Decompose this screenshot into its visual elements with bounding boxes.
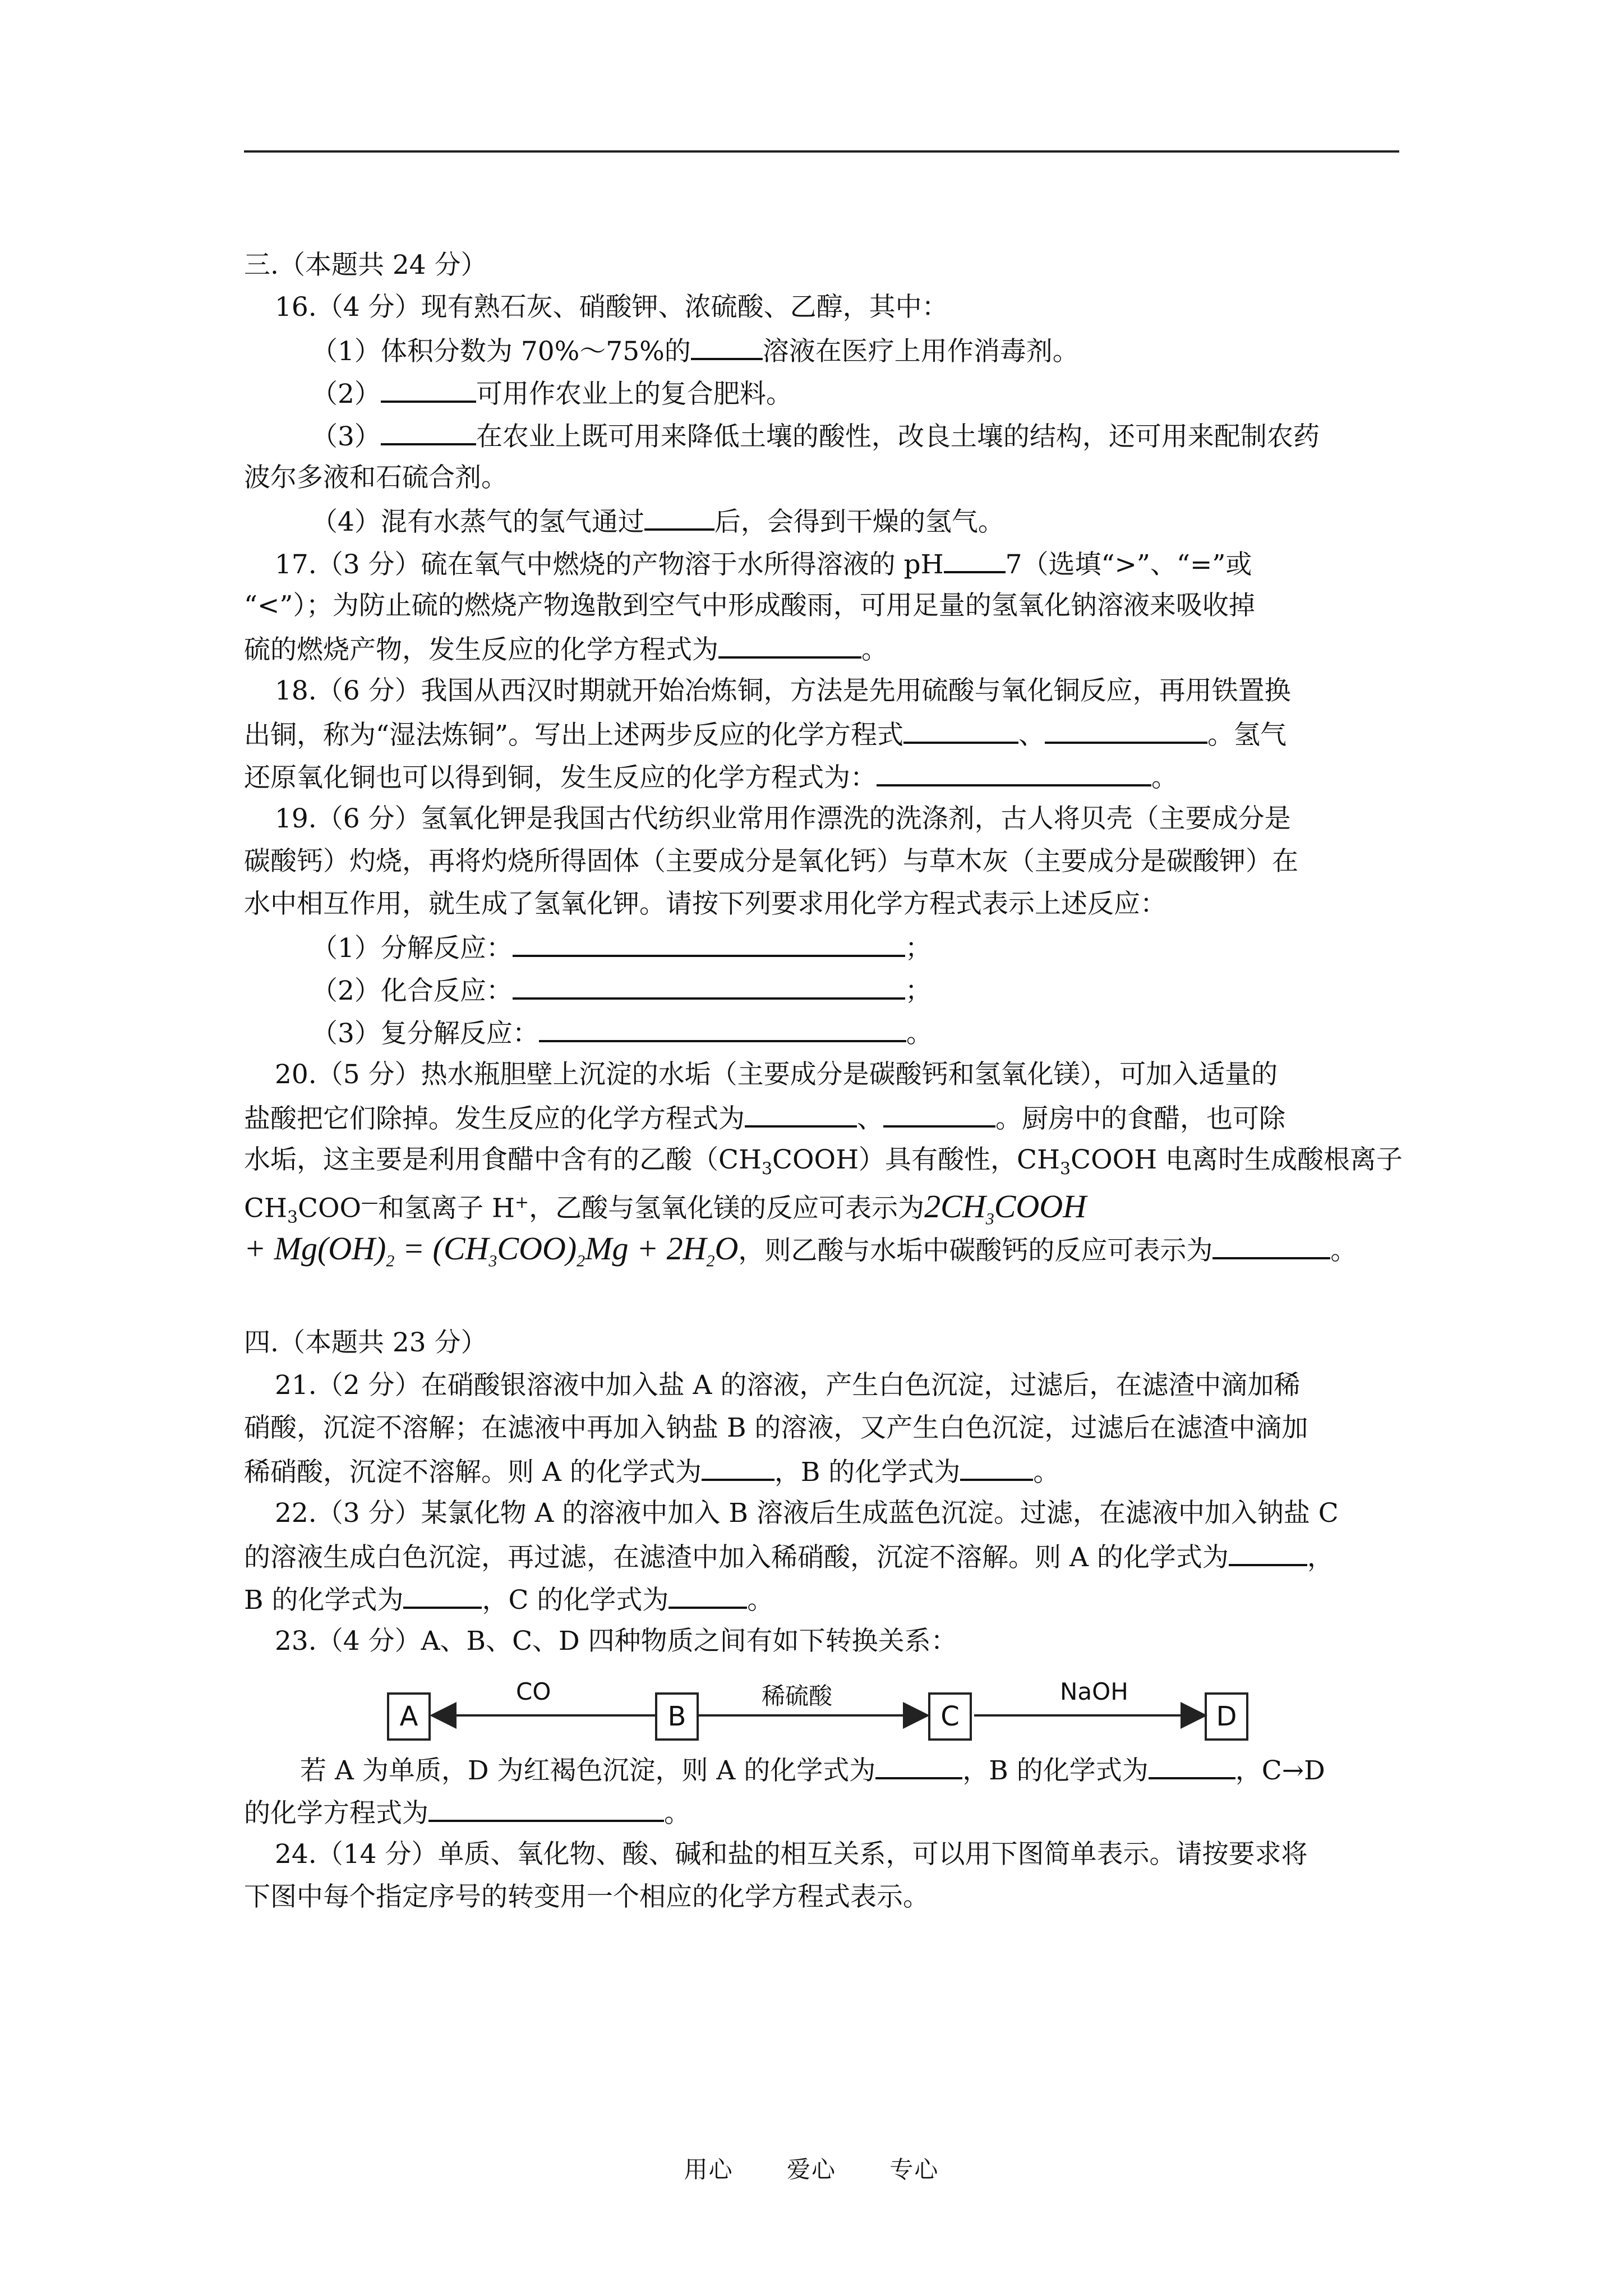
header-rule xyxy=(244,150,1399,153)
answer-blank[interactable] xyxy=(381,376,476,403)
answer-blank[interactable] xyxy=(1149,1752,1235,1779)
q18-line-3: 还原氧化铜也可以得到铜，发生反应的化学方程式为： 。 xyxy=(244,760,1178,795)
q19-line-3: 水中相互作用，就生成了氢氧化钾。请按下列要求用化学方程式表示上述反应： xyxy=(244,889,1166,919)
answer-blank[interactable] xyxy=(903,717,1018,744)
q22-line-1: 22.（3 分）某氯化物 A 的溶液中加入 B 溶液后生成蓝色沉淀。过滤，在滤液中加入钠盐 C xyxy=(275,1498,1339,1529)
q24-line-2: 下图中每个指定序号的转变用一个相应的化学方程式表示。 xyxy=(244,1881,929,1912)
q19-req-3: （3）复分解反应： 。 xyxy=(311,1015,933,1051)
q16-item-3-cont: 波尔多液和石硫合剂。 xyxy=(244,462,508,493)
answer-blank[interactable] xyxy=(702,1454,774,1481)
q23-line-3: 的化学方程式为 。 xyxy=(244,1795,690,1830)
q19-req-1: （1）分解反应： ； xyxy=(311,930,932,965)
footer-word: 专心 xyxy=(889,2156,939,2183)
box-a: A xyxy=(387,1692,431,1741)
arrow-label-acid: 稀硫酸 xyxy=(762,1682,833,1710)
q24-line-1: 24.（14 分）单质、氧化物、酸、碱和盐的相互关系，可以用下图简单表示。请按要求将 xyxy=(275,1839,1308,1870)
answer-blank[interactable] xyxy=(960,1454,1033,1481)
q17-line-2: “<”）；为防止硫的燃烧产物逸散到空气中形成酸雨，可用足量的氢氧化钠溶液来吸收掉 xyxy=(244,590,1255,621)
box-c: C xyxy=(928,1692,972,1741)
q16-item-2: （2） 可用作农业上的复合肥料。 xyxy=(311,376,792,411)
answer-blank[interactable] xyxy=(539,1015,906,1042)
q20-line-1: 20.（5 分）热水瓶胆壁上沉淀的水垢（主要成分是碳酸钙和氢氧化镁），可加入适量的 xyxy=(275,1059,1278,1090)
q21-line-1: 21.（2 分）在硝酸银溶液中加入盐 A 的溶液，产生白色沉淀，过滤后，在滤渣中滴加稀 xyxy=(275,1370,1301,1401)
answer-blank[interactable] xyxy=(1045,717,1207,744)
page-footer xyxy=(0,2151,1623,2185)
q19-req-2: （2）化合反应： ； xyxy=(311,973,932,1008)
q16-stem: 16.（4 分）现有熟石灰、硝酸钾、浓硫酸、乙醇，其中： xyxy=(275,292,948,323)
q20-line-2: 盐酸把它们除掉。发生反应的化学方程式为 、 。厨房中的食醋，也可除 xyxy=(244,1101,1285,1136)
q18-line-1: 18.（6 分）我国从西汉时期就开始冶炼铜，方法是先用硫酸与氧化铜反应，再用铁置换 xyxy=(275,675,1291,706)
section-heading: 四.（本题共 23 分） xyxy=(244,1327,487,1358)
q19-line-2: 碳酸钙）灼烧，再将灼烧所得固体（主要成分是氧化钙）与草木灰（主要成分是碳酸钾）在 xyxy=(244,846,1298,877)
q21-line-3: 稀硝酸，沉淀不溶解。则 A 的化学式为 ，B 的化学式为 。 xyxy=(244,1454,1059,1489)
answer-blank[interactable] xyxy=(644,504,714,531)
q20-line-3: 水垢，这主要是利用食醋中含有的乙酸$(CH_3COOH)$具有酸性，$CH_3COOH$ 电离时生成酸根离子 xyxy=(244,1144,1403,1179)
answer-blank[interactable] xyxy=(877,760,1151,786)
answer-blank[interactable] xyxy=(1212,1232,1330,1259)
equation-reaction: + $Mg(OH)_2 = (CH_3COO)_2Mg + 2H_2O$ xyxy=(244,1230,739,1271)
answer-blank[interactable] xyxy=(1229,1539,1307,1566)
arrow-label-co: CO xyxy=(516,1678,551,1705)
q16-item-4: （4）混有水蒸气的氢气通过 后，会得到干燥的氢气。 xyxy=(311,504,1004,539)
footer-word: 用心 xyxy=(684,2156,734,2183)
answer-blank[interactable] xyxy=(513,930,905,957)
q21-line-2: 硝酸，沉淀不溶解；在滤液中再加入钠盐 B 的溶液，又产生白色沉淀，过滤后在滤渣中滴加 xyxy=(244,1412,1308,1443)
footer-word: 爱心 xyxy=(786,2156,836,2183)
equation-acetic-acid: $2CH_3COOH$ xyxy=(924,1188,1087,1228)
q20-line-5: + $Mg(OH)_2 = (CH_3COO)_2Mg + 2H_2O$，则乙酸与水垢中碳酸钙的反应可表示为 。 xyxy=(244,1230,1357,1271)
answer-blank[interactable] xyxy=(875,1752,962,1779)
answer-blank[interactable] xyxy=(691,333,763,360)
answer-blank[interactable] xyxy=(403,1582,482,1609)
answer-blank[interactable] xyxy=(428,1795,664,1822)
q22-line-2: 的溶液生成白色沉淀，再过滤，在滤渣中加入稀硝酸，沉淀不溶解。则 A 的化学式为 ， xyxy=(244,1539,1334,1575)
q22-line-3: B 的化学式为 ，C 的化学式为 。 xyxy=(244,1582,773,1617)
section-heading: 三.（本题共 24 分） xyxy=(244,250,487,280)
conversion-diagram xyxy=(387,1680,1262,1747)
answer-blank[interactable] xyxy=(381,418,476,445)
arrow-label-naoh: NaOH xyxy=(1060,1678,1128,1705)
q16-item-1: （1）体积分数为 70%～75%的 溶液在医疗上用作消毒剂。 xyxy=(311,333,1079,369)
answer-blank[interactable] xyxy=(745,1101,857,1128)
box-d: D xyxy=(1205,1692,1248,1741)
q23-line-1: 23.（4 分）A、B、C、D 四种物质之间有如下转换关系： xyxy=(275,1626,957,1657)
q19-line-1: 19.（6 分）氢氧化钾是我国古代纺织业常用作漂洗的洗涤剂，古人将贝壳（主要成分是 xyxy=(275,803,1291,834)
q16-item-3: （3） 在农业上既可用来降低土壤的酸性，改良土壤的结构，还可用来配制农药 xyxy=(311,418,1320,454)
q18-line-2: 出铜，称为“湿法炼铜”。写出上述两步反应的化学方程式 、 。氢气 xyxy=(244,717,1287,752)
answer-blank[interactable] xyxy=(883,1101,995,1128)
box-b: B xyxy=(655,1692,699,1741)
q17-line-3: 硫的燃烧产物，发生反应的化学方程式为 。 xyxy=(244,632,888,667)
answer-blank[interactable] xyxy=(944,546,1006,573)
q17-line-1: 17.（3 分）硫在氧气中燃烧的产物溶于水所得溶液的 pH 7（选填“>”、“=”或 xyxy=(275,546,1252,582)
q20-line-4: $CH_3COO^—$和氢离子 H+，乙酸与氢氧化镁的反应可表示为$2CH_3COOH$ xyxy=(244,1188,1087,1228)
answer-blank[interactable] xyxy=(668,1582,747,1609)
answer-blank[interactable] xyxy=(718,632,861,659)
q23-line-2: 若 A 为单质，D 为红褐色沉淀，则 A 的化学式为 ，B 的化学式为 ，C→D xyxy=(300,1752,1325,1788)
answer-blank[interactable] xyxy=(513,973,905,1000)
